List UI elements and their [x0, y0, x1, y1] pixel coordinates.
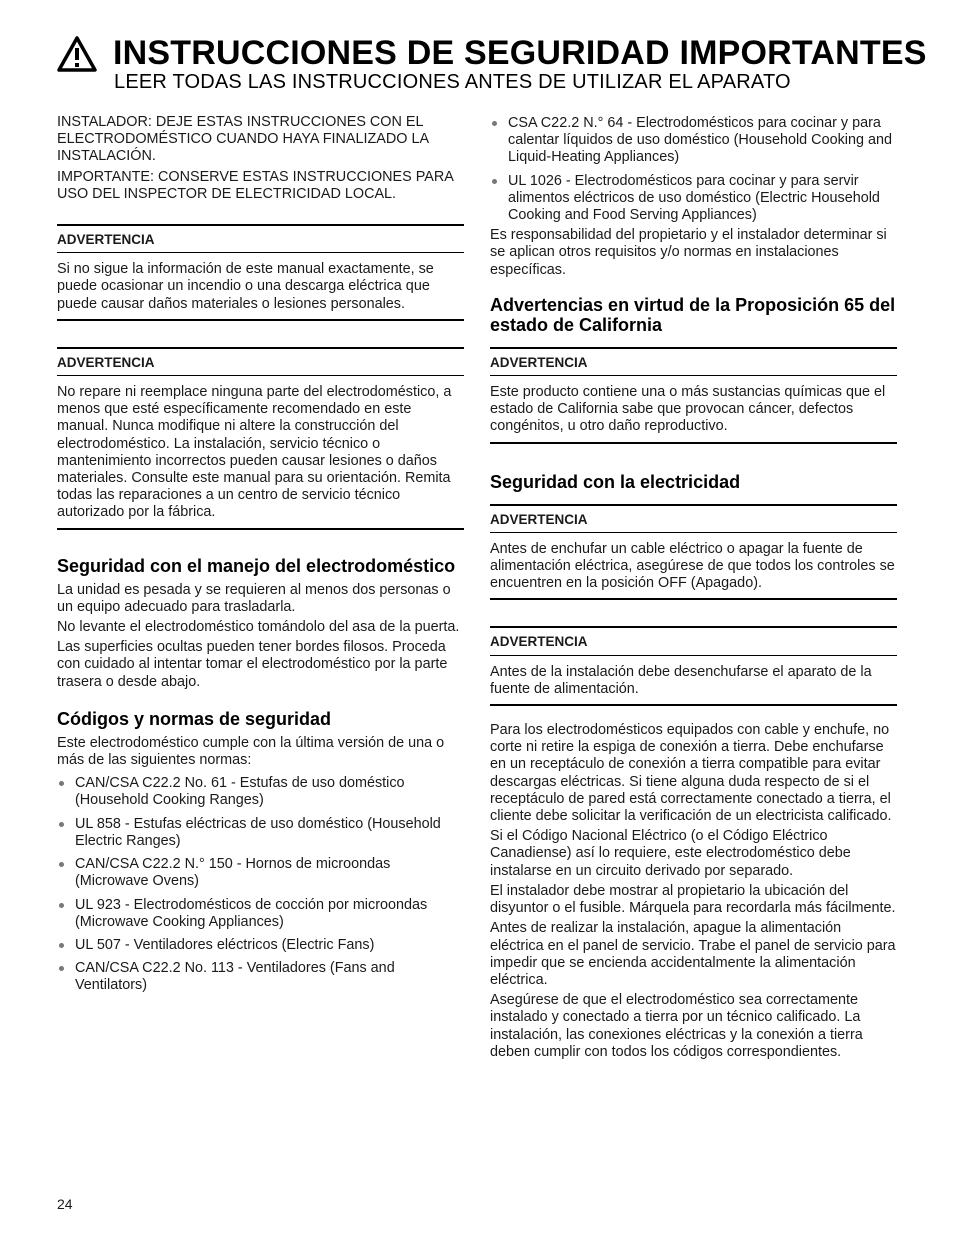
list-item-text: CAN/CSA C22.2 No. 113 - Ventiladores (Fans and Ventilators) [75, 960, 395, 994]
list-item-text: UL 923 - Electrodomésticos de cocción por microondas (Microwave Cooking Appliances) [75, 896, 428, 930]
list-item-text: UL 1026 - Electrodomésticos para cocinar y para servir alimentos eléctricos de uso doméstico (Electric Household Cooking and Food Serving Appliances) [508, 172, 880, 224]
warning-box-2 [57, 347, 464, 530]
responsibility-note: Es responsabilidad del propietario y el instalador determinar si se aplican otros requisitos y/o normas en instalaciones específicas. [490, 227, 887, 278]
left-column [57, 114, 464, 1001]
list-item [57, 775, 464, 809]
warning-text: Este producto contiene una o más sustancias químicas que el estado de California sabe que provocan cáncer, defectos congénitos, u otro daño reproductivo. [490, 384, 886, 435]
list-item [57, 937, 464, 954]
list-item [57, 897, 464, 931]
bullet-icon [59, 943, 64, 948]
list-item [490, 173, 897, 225]
handling-paragraph: Las superficies ocultas pueden tener bordes filosos. Proceda con cuidado al intentar tomar el electrodoméstico por la parte trasera o desde abajo. [57, 639, 448, 690]
codes-intro: Este electrodoméstico cumple con la última versión de una o más de las siguientes normas: [57, 734, 445, 769]
list-item-text: CSA C22.2 N.° 64 - Electrodomésticos para cocinar y para calentar líquidos de uso doméstico (Household Cooking and Liquid-Heating Appliances) [508, 115, 892, 166]
warning-text: Antes de la instalación debe desenchufarse el aparato de la fuente de alimentación. [490, 663, 872, 697]
list-item [57, 816, 464, 850]
handling-paragraph: No levante el electrodoméstico tomándolo del asa de la puerta. [57, 619, 460, 636]
prop65-warning-box [490, 347, 897, 444]
warning-box-1 [57, 224, 464, 321]
list-item-text: CAN/CSA C22.2 N.° 150 - Hornos de microondas (Microwave Ovens) [75, 856, 391, 890]
bullet-icon [59, 966, 64, 971]
warning-text: No repare ni reemplace ninguna parte del electrodoméstico, a menos que esté específicamente recomendado en este manual. Nunca modifique ni altere la construcción del electrodoméstico. La instalación, servicio técnico o mantenimiento incorrectos pueden causar lesiones o daños materiales. Consulte este manual para su orientación. Remita todas las reparaciones a un centro de servicio técnico autorizado por la fábrica. [57, 384, 452, 521]
electricity-heading: Seguridad con la electricidad [490, 471, 741, 492]
warning-label: ADVERTENCIA [490, 349, 897, 376]
bullet-icon [59, 781, 64, 786]
right-column [490, 115, 897, 1064]
bullet-icon [59, 822, 64, 827]
standards-list [57, 775, 464, 994]
list-item [57, 856, 464, 890]
list-item-text: UL 507 - Ventiladores eléctricos (Electric Fans) [75, 936, 375, 953]
title-row [57, 34, 927, 73]
page-number: 24 [57, 1196, 73, 1212]
electric-warning-box-1 [490, 504, 897, 601]
warning-text: Si no sigue la información de este manual exactamente, se puede ocasionar un incendio o una descarga eléctrica que puede causar daños materiales o lesiones personales. [57, 261, 434, 312]
codes-heading: Códigos y normas de seguridad [57, 708, 332, 729]
page-title: INSTRUCCIONES DE SEGURIDAD IMPORTANTES [113, 34, 927, 72]
standards-list-continued [490, 115, 897, 224]
electric-warning-box-2 [490, 626, 897, 706]
bullet-icon [492, 179, 497, 184]
list-item [490, 115, 897, 167]
warning-label: ADVERTENCIA [490, 628, 897, 655]
page-subtitle: LEER TODAS LAS INSTRUCCIONES ANTES DE UTILIZAR EL APARATO [114, 71, 791, 93]
important-note: IMPORTANTE: CONSERVE ESTAS INSTRUCCIONES PARA USO DEL INSPECTOR DE ELECTRICIDAD LOCAL. [57, 168, 454, 202]
electric-paragraph: Para los electrodomésticos equipados con cable y enchufe, no corte ni retire la espiga de conexión a tierra. Debe enchufarse en un receptáculo de conexión a tierra compatible para evitar descargas eléctricas. Si tiene alguna duda respecto de si el receptáculo de pared está correctamente conectado a tierra, el cliente debe solicitar la verificación de un electricista calificado. [490, 722, 892, 825]
electric-paragraph: Asegúrese de que el electrodoméstico sea correctamente instalado y conectado a tierra por un técnico calificado. La instalación, las conexiones eléctricas y la conexión a tierra deben cumplir con todos los códigos correspondientes. [490, 992, 863, 1060]
bullet-icon [59, 862, 64, 867]
warning-text: Antes de enchufar un cable eléctrico o apagar la fuente de alimentación eléctrica, asegúrese de que todos los controles se encuentren en la posición OFF (Apagado). [490, 540, 895, 592]
list-item-text: UL 858 - Estufas eléctricas de uso doméstico (Household Electric Ranges) [75, 815, 441, 849]
bullet-icon [59, 903, 64, 908]
list-item-text: CAN/CSA C22.2 No. 61 - Estufas de uso doméstico (Household Cooking Ranges) [75, 775, 405, 809]
prop65-heading: Advertencias en virtud de la Proposición 65 del estado de California [490, 294, 896, 335]
handling-heading: Seguridad con el manejo del electrodoméstico [57, 555, 456, 576]
electric-paragraph: El instalador debe mostrar al propietario la ubicación del disyuntor o el fusible. Márquela para recordarla más fácilmente. [490, 882, 896, 917]
list-item [57, 960, 464, 994]
warning-label: ADVERTENCIA [57, 349, 464, 376]
handling-paragraph: La unidad es pesada y se requieren al menos dos personas o un equipo adecuado para trasladarla. [57, 581, 451, 615]
warning-label: ADVERTENCIA [57, 226, 464, 253]
bullet-icon [492, 121, 497, 126]
warning-triangle-icon [57, 36, 97, 72]
page-header [57, 34, 927, 94]
warning-label: ADVERTENCIA [490, 506, 897, 533]
electric-paragraph: Antes de realizar la instalación, apague la alimentación eléctrica en el panel de servicio. Trabe el panel de servicio para impedir que se encienda accidentalmente la alimentación eléctrica. [490, 920, 896, 988]
electric-paragraph: Si el Código Nacional Eléctrico (o el Código Eléctrico Canadiense) así lo requiere, este electrodoméstico debe instalarse en un circuito derivado por separado. [490, 828, 851, 879]
installer-note: INSTALADOR: DEJE ESTAS INSTRUCCIONES CON EL ELECTRODOMÉSTICO CUANDO HAYA FINALIZADO LA INSTALACIÓN. [57, 114, 429, 165]
